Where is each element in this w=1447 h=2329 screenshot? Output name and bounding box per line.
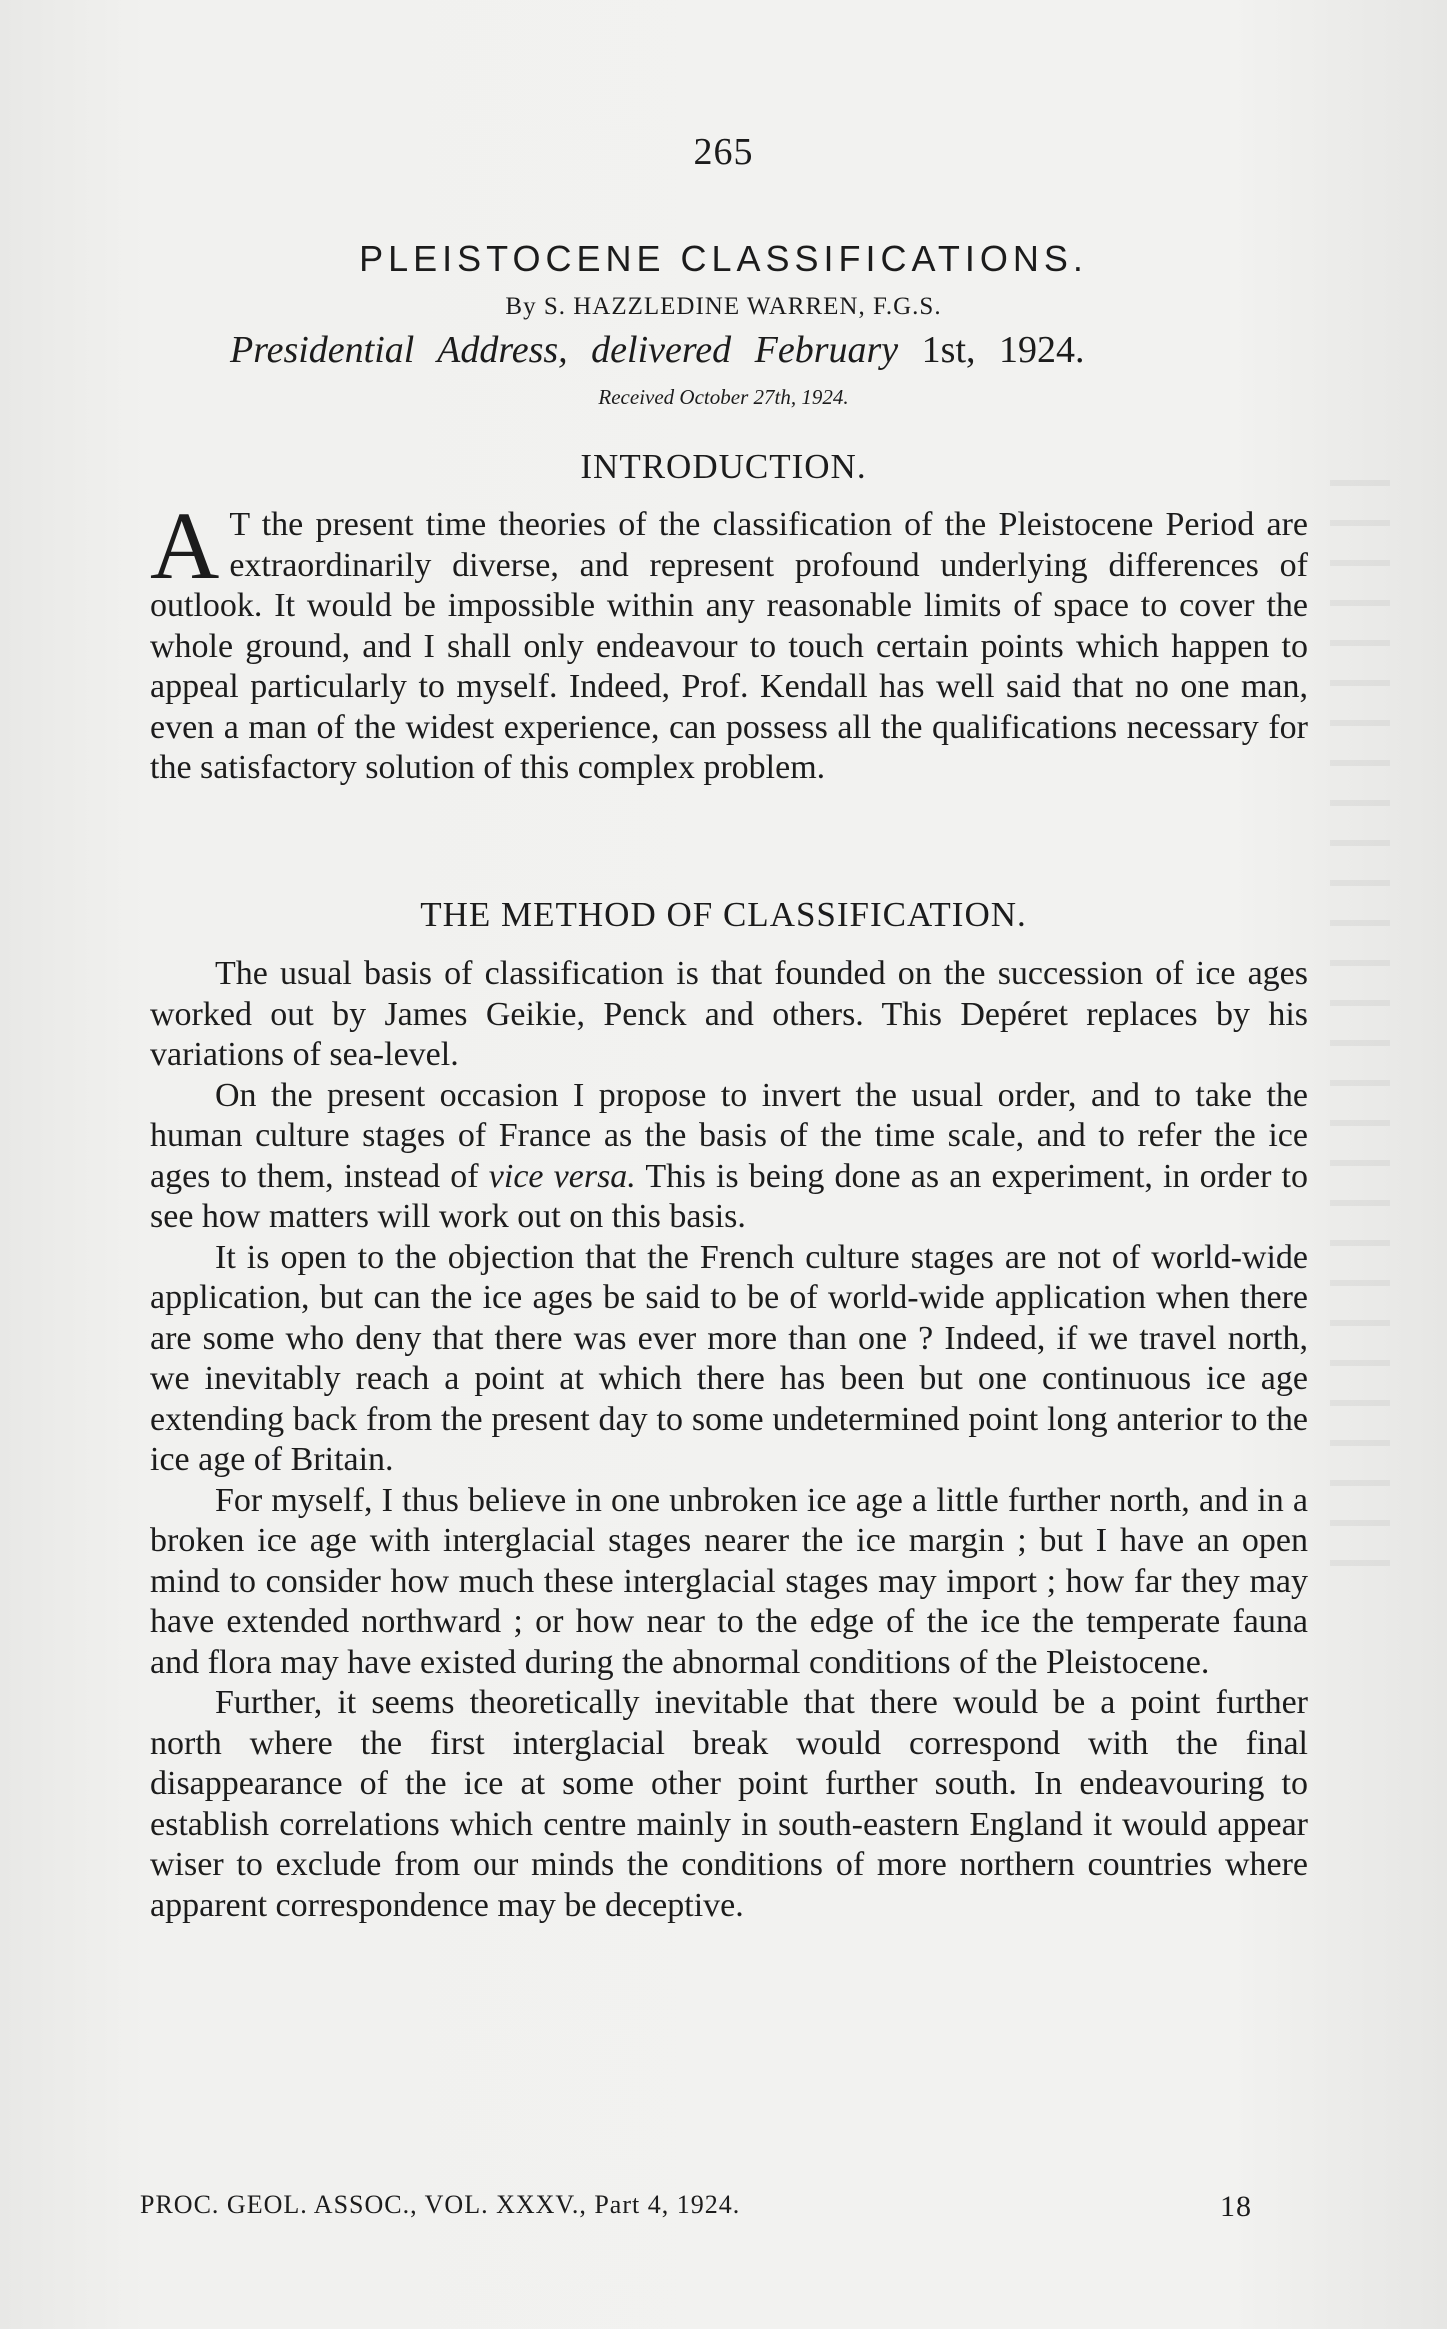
received-date: Received October 27th, 1924.	[598, 385, 849, 409]
method-body	[150, 954, 1308, 1926]
page-number: 265	[693, 131, 754, 173]
article-title: PLEISTOCENE CLASSIFICATIONS.	[359, 238, 1088, 279]
method-paragraph-4: For myself, I thus believe in one unbroken ice age a little further north, and in a broken ice age with interglacial stages nearer the ice margin ; but I have an open mind to consider how much these interglacial stages may import ; how far they may have extended northward ; or how near to the edge of the ice the temperate fauna and flora may have existed during the abnormal conditions of the Pleistocene.	[150, 1481, 1308, 1681]
method-paragraph-5: Further, it seems theoretically inevitable that there would be a point further north where the first interglacial break would correspond with the final disappearance of the ice at some other point further south. In endeavouring to establish correlations which centre mainly in south-eastern England it would appear wiser to exclude from our minds the conditions of more northern countries where apparent correspondence may be deceptive.	[150, 1684, 1308, 1924]
paragraph-2-italic: vice versa.	[488, 1157, 636, 1195]
address-italic-text: Presidential Address, delivered February	[230, 329, 899, 371]
introduction-heading: INTRODUCTION.	[580, 447, 867, 486]
introduction-text: T the present time theories of the classification of the Pleistocene Period are extraordinarily diverse, and represent profound underlying differences of outlook. It would be impossible within any reasonable limits of space to cover the whole ground, and I shall only endeavour to touch certain points which happen to appeal particularly to myself. Indeed, Prof. Kendall has well said that no one man, even a man of the widest experience, can possess all the qualifications necessary for the satisfactory solution of this complex problem.	[150, 506, 1308, 786]
author-byline: By S. HAZZLEDINE WARREN, F.G.S.	[505, 293, 942, 320]
address-year: 1924.	[999, 329, 1085, 371]
footer-citation: PROC. GEOL. ASSOC., VOL. XXXV., Part 4, 1924.	[140, 2190, 741, 2219]
drop-cap: A	[150, 492, 220, 599]
method-heading: THE METHOD OF CLASSIFICATION.	[420, 895, 1027, 934]
method-paragraph-1: The usual basis of classification is that founded on the succession of ice ages worked out by James Geikie, Penck and others. This Depéret replaces by his variations of sea-level.	[150, 955, 1308, 1073]
introduction-paragraph	[150, 492, 1308, 789]
paragraph-2-end: This is being done as an experiment, in order to see how matters will work out on this basis.	[150, 1157, 1309, 1235]
introduction-body	[150, 492, 1308, 789]
method-paragraph-2	[150, 1076, 1308, 1238]
show-through-texture	[1330, 480, 1390, 1580]
address-date-word: 1st,	[921, 329, 976, 371]
footer-signature-number: 18	[1220, 2190, 1252, 2223]
paragraph-2-start: On the present occasion I propose to invert the usual order, and to take the human culture stages of France as the basis of the time scale, and to refer the ice ages to them, instead of	[150, 1076, 1308, 1195]
presidential-address-line	[230, 328, 1230, 372]
method-paragraph-3: It is open to the objection that the French culture stages are not of world-wide application, but can the ice ages be said to be of world-wide application when there are some who deny that there was ever more than one ? Indeed, if we travel north, we inevitably reach a point at which there has been but one continuous ice age extending back from the present day to some undetermined point long anterior to the ice age of Britain.	[150, 1238, 1308, 1478]
